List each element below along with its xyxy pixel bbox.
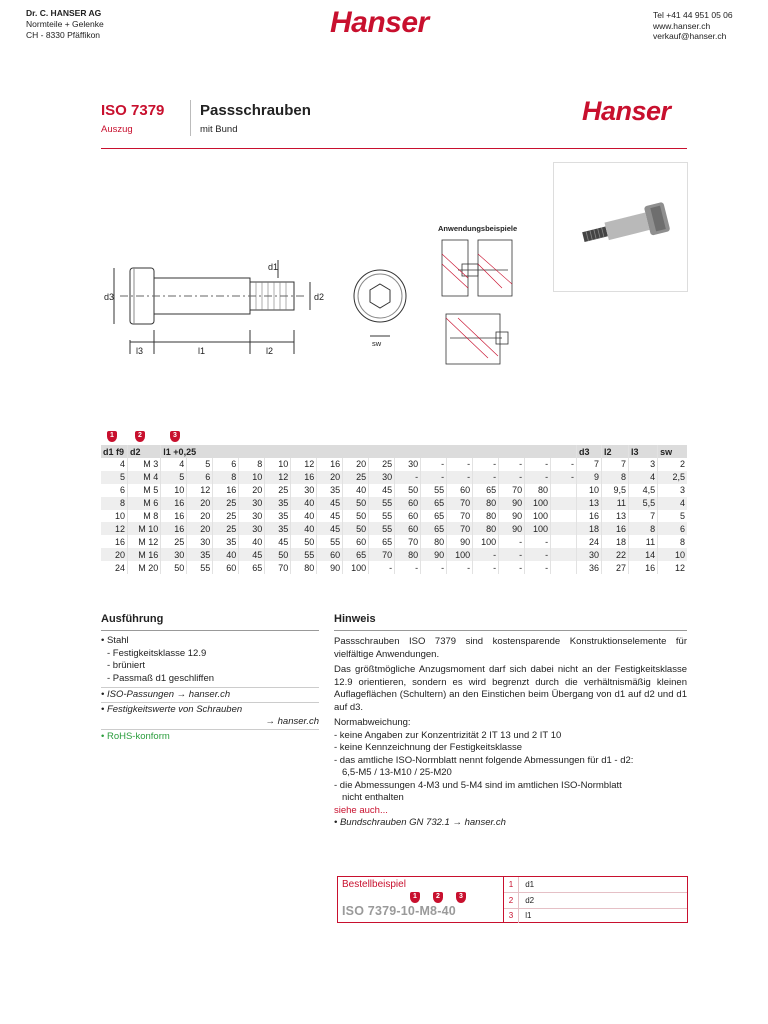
table-cell: 65 [239, 561, 265, 574]
dimension-table [101, 445, 687, 574]
table-row [101, 497, 687, 510]
table-cell: - [499, 548, 525, 561]
table-cell: 10 [265, 458, 291, 471]
table-cell: 35 [317, 484, 343, 497]
table-cell: 40 [291, 497, 317, 510]
table-cell: 60 [343, 535, 369, 548]
table-cell: 55 [369, 510, 395, 523]
order-code: ISO 7379-10-M8-40 [342, 904, 456, 918]
table-cell: 10 [115, 511, 126, 521]
table-cell: 30 [291, 484, 317, 497]
table-cell: 35 [213, 535, 239, 548]
table-cell [551, 510, 577, 523]
order-row-1: 1 d1 [504, 877, 687, 893]
table-cell: 30 [239, 510, 265, 523]
table-cell: 5 [161, 471, 187, 484]
table-cell: 80 [525, 484, 551, 497]
table-cell: 6 [187, 471, 213, 484]
table-cell: 60 [213, 561, 239, 574]
table-cell: 50 [343, 497, 369, 510]
title-divider [190, 100, 191, 136]
table-cell: 12 [187, 484, 213, 497]
table-cell: 7 [629, 510, 658, 523]
table-cell: 55 [291, 548, 317, 561]
technical-drawing [100, 250, 420, 360]
table-cell: 70 [447, 510, 473, 523]
feature-3: - Passmaß d1 geschliffen [107, 672, 215, 684]
product-photo [553, 162, 688, 292]
table-cell: 22 [602, 548, 629, 561]
table-cell: 70 [369, 548, 395, 561]
table-cell: - [499, 471, 525, 484]
table-cell: 5 [658, 510, 687, 523]
address-line-2: Normteile + Gelenke [26, 19, 104, 29]
table-cell: 24 [115, 562, 126, 573]
table-cell: - [421, 458, 447, 471]
table-cell: M 10 [128, 522, 161, 535]
table-cell: 20 [101, 548, 128, 561]
table-cell: 13 [602, 510, 629, 523]
deviation-1: - keine Angaben zur Konzentrizität 2 IT 13 und 2 IT 10 [334, 729, 562, 741]
table-row [101, 471, 687, 484]
rohs-label: • RoHS-konform [101, 729, 319, 744]
table-cell: 2,5 [658, 471, 687, 484]
table-cell: 3 [629, 458, 658, 471]
table-cell: 9,5 [602, 484, 629, 497]
order-row-3: 3 l1 [504, 909, 687, 923]
table-cell: 5,5 [629, 497, 658, 510]
table-cell: 30 [239, 497, 265, 510]
table-cell: M 8 [128, 510, 161, 523]
header-logo: Hanser [330, 6, 429, 39]
table-cell: - [473, 458, 499, 471]
feature-2: - brüniert [107, 660, 146, 671]
table-cell: 30 [395, 458, 421, 471]
table-cell: 16 [213, 484, 239, 497]
table-cell: 60 [447, 484, 473, 497]
table-cell: 24 [577, 535, 602, 548]
table-cell: 6 [658, 522, 687, 535]
table-cell: M 12 [128, 535, 161, 548]
table-cell: - [421, 471, 447, 484]
table-cell: 50 [265, 548, 291, 561]
table-cell: - [499, 561, 525, 574]
application-label: Anwendungsbeispiele [438, 224, 518, 233]
table-body [101, 458, 687, 574]
table-cell: 5 [101, 471, 128, 484]
deviation-4b: nicht enthalten [342, 792, 404, 803]
table-cell: 60 [395, 522, 421, 535]
table-cell: 40 [291, 522, 317, 535]
table-cell: 4 [161, 458, 187, 471]
table-cell: 12 [658, 561, 687, 574]
table-cell: 16 [317, 458, 343, 471]
table-cell: - [473, 548, 499, 561]
company-address [26, 8, 104, 41]
table-cell: 40 [239, 535, 265, 548]
table-cell: 100 [343, 561, 369, 574]
table-cell: M 16 [128, 548, 161, 561]
deviation-4: - die Abmessungen 4-M3 und 5-M4 sind im amtlichen ISO-Normblatt [334, 779, 622, 791]
table-cell: 35 [265, 497, 291, 510]
table-cell: 16 [161, 522, 187, 535]
table-cell: 45 [317, 510, 343, 523]
dim-sw: sw [372, 339, 382, 348]
normabweichung-label: Normabweichung: [334, 717, 411, 728]
table-cell: 8 [629, 522, 658, 535]
table-row [101, 548, 687, 561]
dim-l2: l2 [266, 346, 274, 356]
order-legend [504, 877, 687, 923]
table-cell: - [525, 458, 551, 471]
table-cell: 90 [499, 497, 525, 510]
table-cell: 25 [369, 458, 395, 471]
table-cell: 50 [161, 561, 187, 574]
address-line-3: CH - 8330 Pfäffikon [26, 30, 101, 40]
table-cell: 4 [658, 497, 687, 510]
table-cell: 80 [473, 510, 499, 523]
table-cell: 40 [343, 484, 369, 497]
table-row [101, 510, 687, 523]
table-cell: 12 [265, 471, 291, 484]
table-cell: 50 [343, 510, 369, 523]
table-cell: 100 [473, 535, 499, 548]
order-badge-1: 1 [410, 892, 420, 903]
company-name: Dr. C. HANSER AG [26, 8, 102, 18]
table-cell: 30 [187, 535, 213, 548]
table-cell: - [447, 561, 473, 574]
table-cell: 6 [120, 485, 126, 496]
web-link[interactable]: www.hanser.ch [653, 20, 711, 31]
table-cell: - [473, 561, 499, 574]
table-cell: 16 [161, 510, 187, 523]
table-cell: M 20 [128, 561, 161, 574]
table-cell: 90 [317, 561, 343, 574]
table-cell [551, 484, 577, 497]
table-cell: 80 [395, 548, 421, 561]
table-cell: 4 [629, 471, 658, 484]
table-cell: 55 [421, 484, 447, 497]
table-cell: 14 [629, 548, 658, 561]
table-cell: 4 [120, 459, 126, 470]
iso-link[interactable]: • ISO-Passungen → hanser.ch [101, 687, 319, 702]
screw-image [554, 163, 687, 291]
table-cell: 70 [499, 484, 525, 497]
table-cell: - [551, 471, 577, 484]
strength-link-target[interactable]: → hanser.ch [265, 716, 319, 727]
hinweis-section [334, 636, 687, 830]
hinweis-rule [334, 630, 687, 631]
ausfuehrung-rule [101, 630, 319, 631]
table-cell: 80 [473, 522, 499, 535]
table-cell: 12 [101, 522, 128, 535]
badge-1: 1 [107, 431, 117, 442]
table-cell: 16 [161, 497, 187, 510]
product-name: Passschrauben [200, 102, 311, 119]
table-cell: 50 [291, 535, 317, 548]
see-also-link[interactable]: siehe auch... [334, 804, 388, 816]
table-cell: 25 [265, 484, 291, 497]
order-example [337, 876, 688, 923]
table-row [101, 561, 687, 574]
table-cell: 35 [187, 548, 213, 561]
table-cell: 25 [213, 497, 239, 510]
table-cell: 20 [343, 458, 369, 471]
table-cell [551, 535, 577, 548]
table-cell: - [551, 458, 577, 471]
table-cell [551, 548, 577, 561]
table-cell: 45 [239, 548, 265, 561]
table-cell: 20 [187, 510, 213, 523]
table-cell: 100 [525, 522, 551, 535]
table-cell [551, 561, 577, 574]
table-cell: 16 [115, 536, 126, 547]
table-cell: 50 [343, 522, 369, 535]
table-cell: 100 [525, 510, 551, 523]
table-cell: - [369, 561, 395, 574]
dim-l1: l1 [198, 346, 206, 356]
dim-d2: d2 [314, 292, 325, 302]
table-cell: 55 [369, 497, 395, 510]
order-title: Bestellbeispiel [342, 879, 406, 890]
table-cell: M 5 [128, 484, 161, 497]
table-row [101, 535, 687, 548]
col-l1: l1 +0,25 [161, 445, 577, 458]
table-cell: 6 [213, 458, 239, 471]
feature-1: - Festigkeitsklasse 12.9 [107, 647, 207, 659]
table-cell: 30 [577, 548, 602, 561]
hinweis-p1: Passschrauben ISO 7379 sind kostensparende Konstruktionselemente für vielfältige Anwendungen. [334, 636, 687, 660]
hinweis-title: Hinweis [334, 613, 376, 625]
table-cell: - [525, 471, 551, 484]
table-cell: 8 [239, 458, 265, 471]
table-cell: M 3 [128, 458, 161, 471]
table-cell: 65 [421, 510, 447, 523]
table-cell: 16 [602, 522, 629, 535]
norm-code: ISO 7379 [101, 102, 165, 119]
table-cell: - [499, 458, 525, 471]
dim-d1: d1 [268, 262, 279, 272]
table-cell: - [421, 561, 447, 574]
table-cell: - [525, 535, 551, 548]
table-cell: 90 [447, 535, 473, 548]
table-cell: 18 [602, 535, 629, 548]
email-link[interactable]: verkauf@hanser.ch [653, 31, 727, 41]
table-cell: 20 [317, 471, 343, 484]
table-cell: 16 [291, 471, 317, 484]
table-cell: 5 [187, 458, 213, 471]
table-cell: 60 [395, 510, 421, 523]
table-cell: 45 [265, 535, 291, 548]
table-cell: 30 [239, 522, 265, 535]
table-cell: 70 [265, 561, 291, 574]
table-cell: 2 [658, 458, 687, 471]
table-cell: - [473, 471, 499, 484]
table-cell: 4,5 [629, 484, 658, 497]
table-cell: 90 [421, 548, 447, 561]
table-cell: - [395, 471, 421, 484]
application-drawing [438, 234, 528, 374]
table-cell: 16 [577, 510, 602, 523]
table-cell: 90 [499, 510, 525, 523]
table-cell: 36 [577, 561, 602, 574]
col-sw: sw [658, 445, 687, 458]
table-cell: 8 [658, 535, 687, 548]
title-logo: Hanser [582, 96, 671, 126]
col-d3: d3 [577, 445, 602, 458]
table-cell: 80 [291, 561, 317, 574]
order-row-2: 2 d2 [504, 893, 687, 909]
deviation-2: - keine Kennzeichnung der Festigkeitsklasse [334, 742, 522, 753]
table-cell: - [447, 471, 473, 484]
table-cell: 10 [161, 484, 187, 497]
table-cell: 3 [658, 484, 687, 497]
table-cell: 70 [395, 535, 421, 548]
col-l3: l3 [629, 445, 658, 458]
table-cell: 10 [577, 484, 602, 497]
table-cell: 70 [447, 522, 473, 535]
table-cell: 7 [602, 458, 629, 471]
table-cell: 20 [239, 484, 265, 497]
table-cell: 30 [161, 548, 187, 561]
table-cell: 65 [369, 535, 395, 548]
table-cell: 90 [499, 522, 525, 535]
table-cell: 55 [369, 522, 395, 535]
table-cell: 7 [577, 458, 602, 471]
table-cell [551, 497, 577, 510]
table-cell: - [447, 458, 473, 471]
table-cell: - [499, 535, 525, 548]
dim-d3: d3 [104, 292, 115, 302]
table-cell: 8 [602, 471, 629, 484]
table-cell: M 6 [128, 497, 161, 510]
table-cell: 25 [343, 471, 369, 484]
table-cell: 16 [629, 561, 658, 574]
table-cell: 45 [369, 484, 395, 497]
product-name-sub: mit Bund [200, 124, 238, 135]
table-cell: 70 [447, 497, 473, 510]
hinweis-p2: Das größtmögliche Anzugsmoment darf sich dabei nicht an der Festigkeitsklasse 12.9 orientieren, sondern es wird begrenzt durch die verhältnismäßig kleinen Auflageflächen (Schultern) an den Einstichen beim Übergang von d1 auf d2 und d1 auf d3. [334, 664, 687, 713]
table-cell: 9 [577, 471, 602, 484]
table-cell: 25 [161, 535, 187, 548]
table-cell: 100 [447, 548, 473, 561]
table-cell: 65 [473, 484, 499, 497]
table-row [101, 458, 687, 471]
table-row [101, 484, 687, 497]
deviation-3: - das amtliche ISO-Normblatt nennt folgende Abmessungen für d1 - d2: [334, 754, 634, 766]
table-cell: - [525, 548, 551, 561]
title-rule [101, 148, 687, 149]
table-cell: 30 [369, 471, 395, 484]
table-cell: 35 [265, 510, 291, 523]
table-cell: 18 [577, 522, 602, 535]
table-cell: 65 [421, 522, 447, 535]
table-cell: 65 [343, 548, 369, 561]
phone: Tel +41 44 951 05 06 [653, 10, 733, 20]
table-cell: 10 [658, 548, 687, 561]
col-d1: d1 f9 [101, 445, 128, 458]
badge-3: 3 [170, 431, 180, 442]
table-cell: 40 [291, 510, 317, 523]
table-cell: 8 [101, 497, 128, 510]
table-cell: 65 [421, 497, 447, 510]
deviation-3b: 6,5-M5 / 13-M10 / 25-M20 [342, 767, 452, 778]
col-d2: d2 [128, 445, 161, 458]
table-cell: 60 [395, 497, 421, 510]
ausfuehrung-section [101, 635, 319, 743]
table-cell: 25 [213, 510, 239, 523]
dim-l3: l3 [136, 346, 144, 356]
table-cell: 27 [602, 561, 629, 574]
table-cell: 60 [317, 548, 343, 561]
table-cell: 45 [317, 522, 343, 535]
table-row [101, 522, 687, 535]
table-cell: 55 [317, 535, 343, 548]
col-l2: l2 [602, 445, 629, 458]
norm-code-sub: Auszug [101, 124, 133, 135]
table-cell: 35 [265, 522, 291, 535]
table-cell: - [395, 561, 421, 574]
table-cell: 11 [629, 535, 658, 548]
table-cell: - [525, 561, 551, 574]
ausfuehrung-title: Ausführung [101, 613, 164, 625]
order-badge-2: 2 [433, 892, 443, 903]
badge-2: 2 [135, 431, 145, 442]
order-badge-3: 3 [456, 892, 466, 903]
table-cell: M 4 [128, 471, 161, 484]
table-cell: 11 [602, 497, 629, 510]
table-cell: 12 [291, 458, 317, 471]
table-cell: 8 [213, 471, 239, 484]
table-cell: 80 [473, 497, 499, 510]
table-cell: 10 [239, 471, 265, 484]
bundschrauben-link[interactable]: • Bundschrauben GN 732.1 → hanser.ch [334, 817, 506, 828]
table-header-row [101, 445, 687, 458]
table-cell: 55 [187, 561, 213, 574]
table-cell: 100 [525, 497, 551, 510]
table-cell [551, 522, 577, 535]
table-cell: 45 [317, 497, 343, 510]
strength-link[interactable]: • Festigkeitswerte von Schrauben [101, 702, 319, 717]
table-cell: 20 [187, 497, 213, 510]
table-cell: 13 [577, 497, 602, 510]
contact-info [653, 10, 733, 42]
table-cell: 40 [213, 548, 239, 561]
table-cell: 20 [187, 522, 213, 535]
table-cell: 80 [421, 535, 447, 548]
table-cell: 50 [395, 484, 421, 497]
material-steel: • Stahl [101, 635, 129, 646]
table-cell: 25 [213, 522, 239, 535]
